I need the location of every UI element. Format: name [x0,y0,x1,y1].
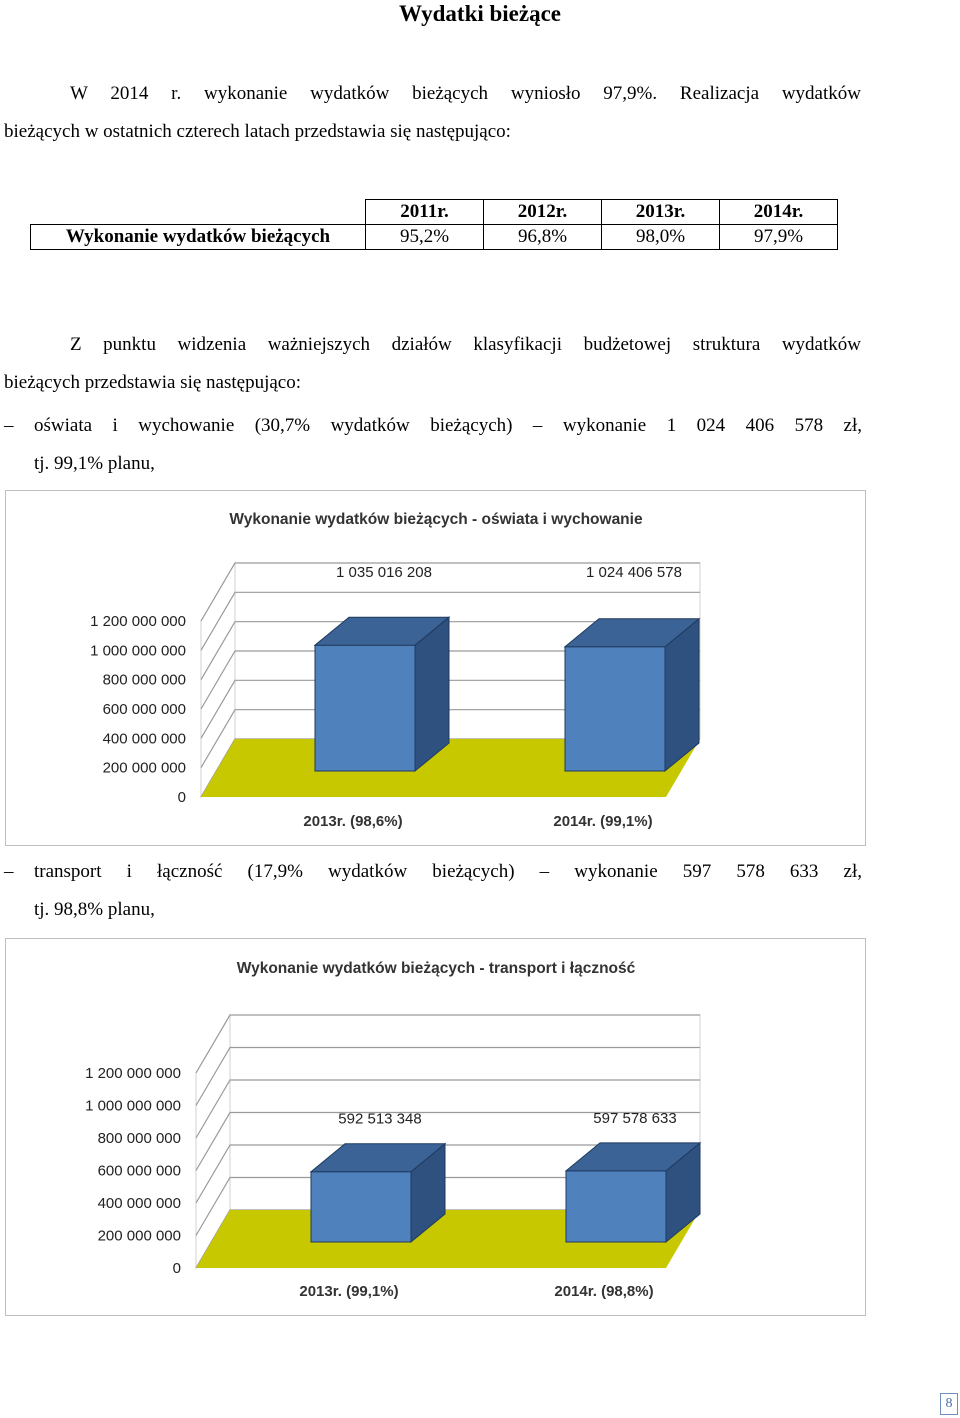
bar-value-label: 1 035 016 208 [336,564,432,581]
table-header-row [31,200,838,225]
y-tick-label: 0 [177,789,186,806]
y-tick-label: 0 [172,1260,181,1277]
y-tick-label: 800 000 000 [97,1130,181,1147]
intro-line-1: W 2014 r. wykonanie wydatków bieżących wyniosło 97,9%. Realizacja wydatków [70,83,861,104]
table-year-cell: 2014r. [720,200,838,225]
x-category-label: 2013r. (99,1%) [299,1283,399,1300]
dash-bullet: – [4,415,14,436]
page-number: 8 [940,1393,958,1415]
structure-line-2: bieżących przedstawia się następująco: [4,372,301,393]
chart-education-svg [6,491,865,845]
chart-title: Wykonanie wydatków bieżących - transport i łączność [236,960,636,977]
x-category-label: 2014r. (98,8%) [554,1283,654,1300]
intro-paragraph [4,75,861,151]
bar-front [311,1172,411,1242]
table-year-cell: 2011r. [366,200,484,225]
chart-transport-svg [6,939,865,1315]
table-row [31,225,838,250]
table-value-cell: 98,0% [602,225,720,250]
chart-title: Wykonanie wydatków bieżących - oświata i wychowanie [229,511,643,528]
bar-front [315,645,415,771]
table-value-cell: 97,9% [720,225,838,250]
table-value-cell: 95,2% [366,225,484,250]
bar-value-label: 597 578 633 [593,1109,677,1127]
table-year-cell: 2012r. [484,200,602,225]
intro-line-2: bieżących w ostatnich czterech latach przedstawia się następująco: [4,121,511,142]
dash-bullet: – [4,861,14,882]
structure-line-1: Z punktu widzenia ważniejszych działów klasyfikacji budżetowej struktura wydatków [70,334,861,355]
bar-front [566,1171,666,1242]
list-item-line-2: tj. 99,1% planu, [34,453,155,474]
y-tick-label: 400 000 000 [97,1195,181,1212]
y-tick-label: 1 000 000 000 [90,642,186,660]
y-tick-label: 200 000 000 [102,759,186,777]
table-year-cell: 2013r. [602,200,720,225]
chart-transport [5,938,866,1316]
chart-education [5,490,866,846]
bar-value-label: 1 024 406 578 [586,564,682,581]
page-heading: Wydatki bieżące [398,1,562,26]
table-corner [31,200,366,225]
y-tick-label: 800 000 000 [102,671,186,689]
list-item-line-2: tj. 98,8% planu, [34,899,155,920]
x-category-label: 2014r. (99,1%) [553,813,653,830]
y-tick-label: 600 000 000 [102,701,186,718]
table-row-label: Wykonanie wydatków bieżących [31,225,366,250]
y-tick-label: 600 000 000 [97,1162,181,1180]
y-tick-label: 1 200 000 000 [90,613,186,630]
bar-value-label: 592 513 348 [338,1110,422,1128]
list-item [4,853,862,929]
bar-front [565,647,665,771]
y-tick-label: 200 000 000 [97,1227,181,1245]
x-category-label: 2013r. (98,6%) [303,813,403,830]
list-item-line-1: oświata i wychowanie (30,7% wydatków bieżących) – wykonanie 1 024 406 578 zł, [34,415,862,436]
y-tick-label: 400 000 000 [102,730,186,748]
structure-paragraph [4,326,861,402]
y-tick-label: 1 200 000 000 [85,1065,181,1082]
table-value-cell: 96,8% [484,225,602,250]
list-item-line-1: transport i łączność (17,9% wydatków bieżących) – wykonanie 597 578 633 zł, [34,861,862,882]
y-tick-label: 1 000 000 000 [85,1097,181,1115]
list-item [4,407,862,483]
execution-table [30,199,838,250]
